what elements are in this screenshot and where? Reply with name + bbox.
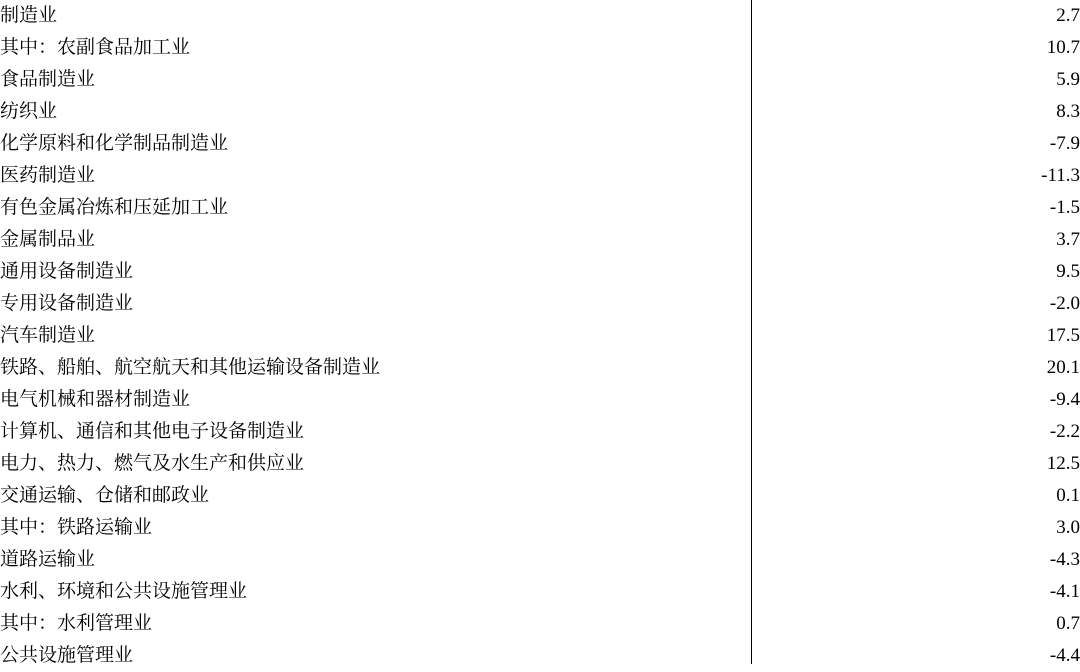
row-value: -4.4 — [1049, 645, 1080, 666]
table-row — [0, 640, 1080, 672]
row-label: 电力、热力、燃气及水生产和供应业 — [0, 453, 305, 474]
table-row — [0, 320, 1080, 352]
row-value: -2.0 — [1049, 293, 1080, 314]
row-label: 专用设备制造业 — [0, 293, 134, 314]
table-row — [0, 288, 1080, 320]
row-value: 12.5 — [1046, 453, 1080, 474]
table-row — [0, 352, 1080, 384]
row-value: -4.3 — [1049, 549, 1080, 570]
row-label: 电气机械和器材制造业 — [0, 389, 191, 410]
row-value: -1.5 — [1049, 197, 1080, 218]
table-row — [0, 256, 1080, 288]
row-value: 3.0 — [1056, 517, 1080, 538]
table-row — [0, 96, 1080, 128]
row-value: -7.9 — [1049, 133, 1080, 154]
row-label: 化学原料和化学制品制造业 — [0, 133, 229, 154]
row-value: -4.1 — [1049, 581, 1080, 602]
table-row — [0, 608, 1080, 640]
row-label: 计算机、通信和其他电子设备制造业 — [0, 421, 305, 442]
row-label: 纺织业 — [0, 101, 58, 122]
table-row — [0, 480, 1080, 512]
table-row — [0, 64, 1080, 96]
table-row — [0, 32, 1080, 64]
table-row — [0, 544, 1080, 576]
row-label: 通用设备制造业 — [0, 261, 134, 282]
column-divider — [751, 0, 752, 664]
table-row — [0, 576, 1080, 608]
table-row — [0, 160, 1080, 192]
row-label: 道路运输业 — [0, 549, 96, 570]
table-row — [0, 416, 1080, 448]
row-value: 9.5 — [1056, 261, 1080, 282]
table-row — [0, 512, 1080, 544]
row-label: 水利、环境和公共设施管理业 — [0, 581, 248, 602]
row-label: 有色金属冶炼和压延加工业 — [0, 197, 229, 218]
table-row — [0, 224, 1080, 256]
row-value: 0.7 — [1056, 613, 1080, 634]
row-label: 其中：水利管理业 — [0, 613, 153, 634]
table-row — [0, 0, 1080, 32]
table-row — [0, 128, 1080, 160]
row-value: 2.7 — [1056, 5, 1080, 26]
row-value: 0.1 — [1056, 485, 1080, 506]
row-value: 5.9 — [1056, 69, 1080, 90]
row-label: 食品制造业 — [0, 69, 96, 90]
row-value: 10.7 — [1046, 37, 1080, 58]
row-label: 汽车制造业 — [0, 325, 96, 346]
table-row — [0, 384, 1080, 416]
row-value: -11.3 — [1041, 165, 1080, 186]
row-value: 17.5 — [1046, 325, 1080, 346]
row-value: 20.1 — [1046, 357, 1080, 378]
row-label: 医药制造业 — [0, 165, 96, 186]
row-label: 公共设施管理业 — [0, 645, 134, 666]
table-row — [0, 192, 1080, 224]
row-value: -9.4 — [1049, 389, 1080, 410]
row-value: 3.7 — [1056, 229, 1080, 250]
table-row — [0, 448, 1080, 480]
row-label: 交通运输、仓储和邮政业 — [0, 485, 210, 506]
row-label: 其中：农副食品加工业 — [0, 37, 191, 58]
row-label: 其中：铁路运输业 — [0, 517, 153, 538]
row-value: -2.2 — [1049, 421, 1080, 442]
row-label: 制造业 — [0, 5, 58, 26]
row-value: 8.3 — [1056, 101, 1080, 122]
row-label: 铁路、船舶、航空航天和其他运输设备制造业 — [0, 357, 381, 378]
row-label: 金属制品业 — [0, 229, 96, 250]
